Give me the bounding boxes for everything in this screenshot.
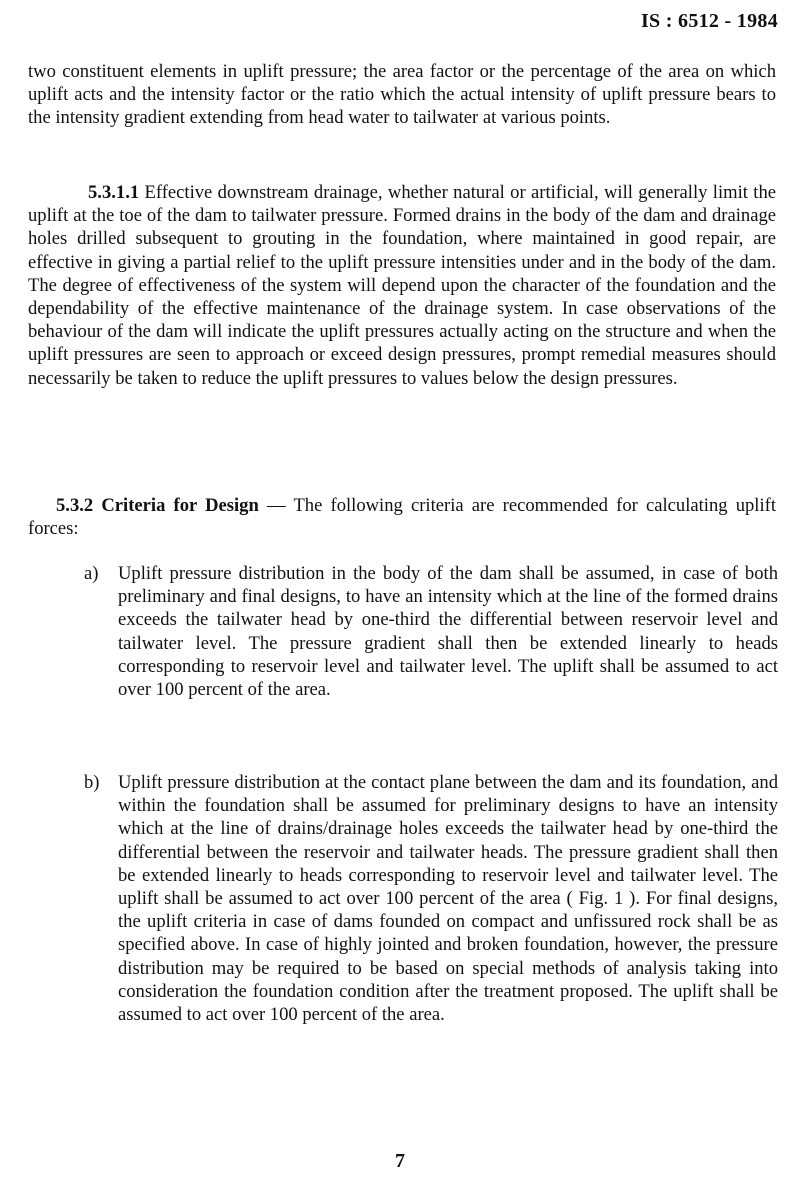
list-item (84, 562, 778, 701)
intro-paragraph: two constituent elements in uplift pressure; the area factor or the percentage of the area on which uplift acts and the intensity factor or the ratio which the actual intensity of uplift pressure bears to the intensity gradient extending from head water to tailwater at various points. (28, 61, 776, 129)
list-item-text: Uplift pressure distribution in the body of the dam shall be assumed, in case of both preliminary and final designs, to have an intensity which at the line of the formed drains exceeds the tailwater head by one-third the differential between reservoir level and tailwater level. The pressure gradient shall then be extended linearly to heads corresponding to reservoir level and tailwater level. The uplift shall be assumed to act over 100 percent of the area. (118, 563, 778, 701)
clause-dash: — (267, 495, 286, 516)
clause-number: 5.3.1.1 (88, 182, 140, 203)
clause-5-3-1-1 (28, 181, 776, 390)
list-item (84, 771, 778, 1026)
clause-5-3-2 (28, 494, 776, 540)
list-marker: b) (84, 772, 100, 793)
clause-number: 5.3.2 (56, 495, 94, 516)
clause-text: The following criteria are recommended for calculating uplift forces: (28, 495, 776, 540)
clause-text: Effective downstream drainage, whether natural or artificial, will generally limit the uplift at the toe of the dam to tailwater pressure. Formed drains in the body of the dam and drainage holes drilled subsequent to grouting in the foundation, where maintained in good repair, are effective in giving a partial relief to the uplift pressure intensities under and in the body of the dam. The degree of effectiveness of the system will depend upon the character of the foundation and the dependability of the effective maintenance of the drainage system. In case observations of the behaviour of the dam will indicate the uplift pressures actually acting on the structure and when the uplift pressures are seen to approach or exceed design pressures, prompt remedial measures should necessarily be taken to reduce the uplift pressures to values below the design pressures. (28, 182, 777, 389)
page-number: 7 (395, 1150, 405, 1172)
list-marker: a) (84, 563, 99, 584)
clause-heading: Criteria for Design (101, 495, 259, 516)
list-item-text: Uplift pressure distribution at the contact plane between the dam and its foundation, and within the foundation shall be assumed for preliminary designs to have an intensity which at the line of drains/drainage holes exceeds the tailwater head by one-third the differential between the reservoir and tailwater heads. The pressure gradient shall then be extended linearly to heads corresponding to reservoir level and tailwater level. The uplift shall be assumed to act over 100 percent of the area ( Fig. 1 ). For final designs, the uplift criteria in case of dams founded on compact and unfissured rock shall be as specified above. In case of highly jointed and broken foundation, however, the pressure distribution may be required to be based on special methods of analysis taking into consideration the foundation condition after the treatment proposed. The uplift shall be assumed to act over 100 percent of the area. (118, 772, 778, 1026)
standard-number-header: IS : 6512 - 1984 (640, 10, 778, 32)
